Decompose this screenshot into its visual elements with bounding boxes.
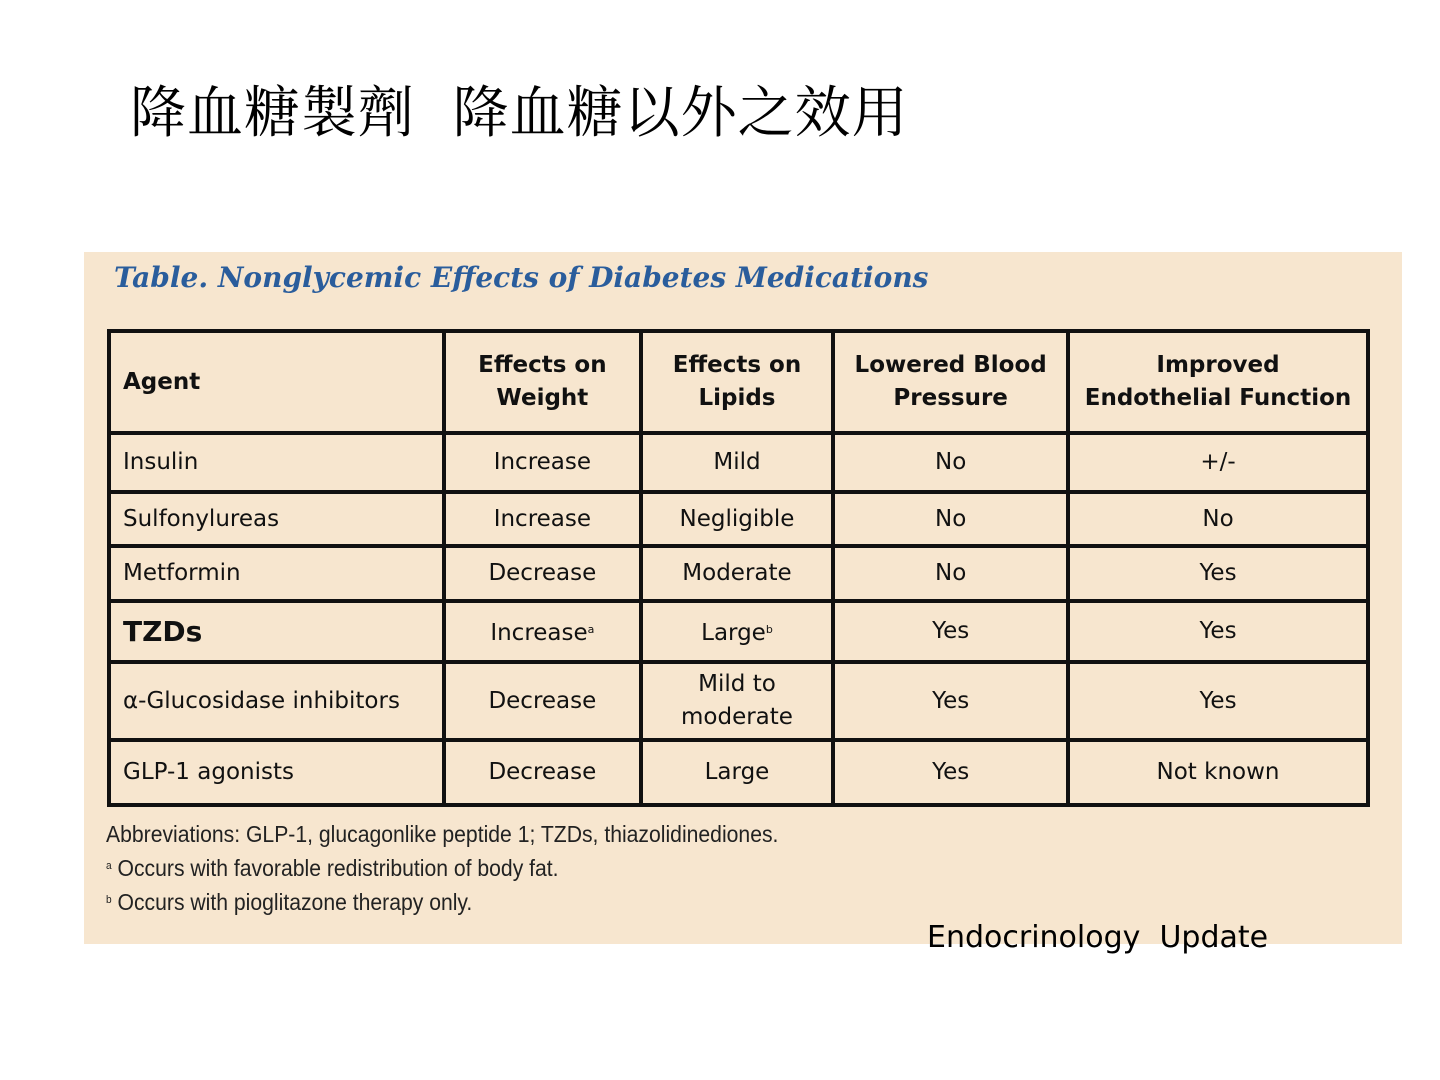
footnote-a xyxy=(106,850,778,884)
cell-endothelial: Not known xyxy=(1068,740,1368,805)
cell-endothelial: Yes xyxy=(1068,601,1368,662)
footnote-b-text: Occurs with pioglitazone therapy only. xyxy=(111,889,473,915)
footnote-marker: a xyxy=(106,860,112,872)
cell-weight: Decrease xyxy=(444,546,641,601)
footnote-a-text: Occurs with favorable redistribution of body fat. xyxy=(111,855,559,881)
cell-bp: Yes xyxy=(833,601,1068,662)
table-row xyxy=(109,601,1368,662)
footnote-b xyxy=(106,884,778,918)
cell-lipids xyxy=(641,601,834,662)
cell-bp: Yes xyxy=(833,662,1068,740)
slide-title: 降血糖製劑 降血糖以外之效用 xyxy=(130,81,909,146)
cell-weight-value: Increase xyxy=(490,620,588,646)
cell-lipids-value: Large xyxy=(701,620,766,646)
cell-endothelial: Yes xyxy=(1068,546,1368,601)
cell-weight: Decrease xyxy=(444,740,641,805)
source-credit: Endocrinology Update xyxy=(927,920,1269,955)
table-footnotes xyxy=(106,818,778,918)
header-blood-pressure: Lowered Blood Pressure xyxy=(833,331,1068,433)
cell-bp: Yes xyxy=(833,740,1068,805)
cell-weight: Increase xyxy=(444,492,641,546)
cell-weight: Decrease xyxy=(444,662,641,740)
cell-agent: α-Glucosidase inhibitors xyxy=(109,662,444,740)
cell-agent: GLP-1 agonists xyxy=(109,740,444,805)
table-row xyxy=(109,492,1368,546)
cell-lipids: Mild xyxy=(641,433,834,492)
cell-agent: TZDs xyxy=(109,601,444,662)
cell-bp: No xyxy=(833,492,1068,546)
header-agent: Agent xyxy=(109,331,444,433)
cell-agent: Metformin xyxy=(109,546,444,601)
cell-bp: No xyxy=(833,433,1068,492)
header-endothelial: Improved Endothelial Function xyxy=(1068,331,1368,433)
header-lipids: Effects on Lipids xyxy=(641,331,834,433)
cell-lipids: Moderate xyxy=(641,546,834,601)
footnote-marker: b xyxy=(106,894,112,906)
cell-endothelial: Yes xyxy=(1068,662,1368,740)
abbreviations-note: Abbreviations: GLP-1, glucagonlike peptide 1; TZDs, thiazolidinediones. xyxy=(106,821,779,847)
cell-lipids: Mild to moderate xyxy=(641,662,834,740)
cell-agent: Sulfonylureas xyxy=(109,492,444,546)
effects-table xyxy=(107,329,1370,807)
cell-bp: No xyxy=(833,546,1068,601)
table-row xyxy=(109,433,1368,492)
table-row xyxy=(109,740,1368,805)
cell-lipids: Negligible xyxy=(641,492,834,546)
table-row xyxy=(109,546,1368,601)
cell-weight: Increase xyxy=(444,433,641,492)
table-row xyxy=(109,662,1368,740)
header-row xyxy=(109,331,1368,433)
table-panel xyxy=(84,252,1402,944)
footnote-marker: a xyxy=(587,623,595,636)
header-weight: Effects on Weight xyxy=(444,331,641,433)
table-caption: Table. Nonglycemic Effects of Diabetes Medications xyxy=(114,261,929,294)
cell-weight xyxy=(444,601,641,662)
cell-lipids: Large xyxy=(641,740,834,805)
footnote-marker: b xyxy=(765,623,773,636)
cell-endothelial: +/- xyxy=(1068,433,1368,492)
cell-agent: Insulin xyxy=(109,433,444,492)
cell-endothelial: No xyxy=(1068,492,1368,546)
